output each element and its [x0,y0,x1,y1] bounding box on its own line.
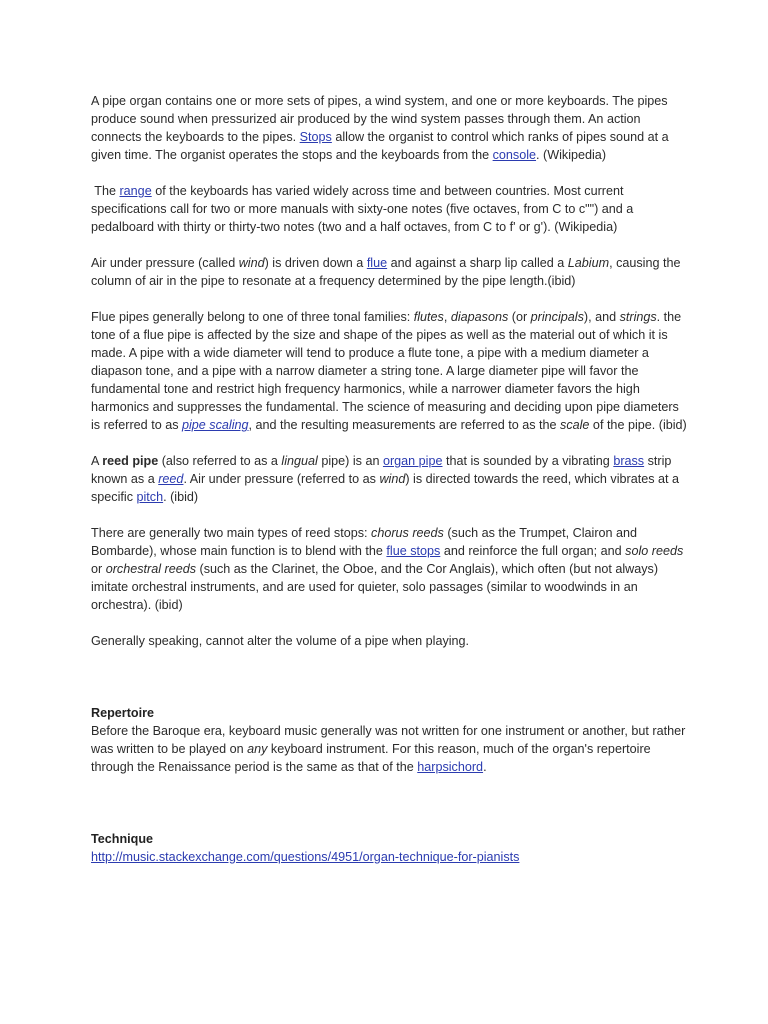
text-span: , [443,310,451,324]
emphasis-any: any [247,742,268,756]
link-pipe-scaling[interactable]: pipe scaling [182,418,249,432]
paragraph-repertoire [91,722,687,776]
spacer [91,794,687,830]
text-span: allow the organist to control which ranks of pipes sound at a given time. The organist operates the stops and the keyboards from the [91,130,669,162]
text-span: and against a sharp lip called a [387,256,568,270]
text-span: . the tone of a flue pipe is affected by the size and shape of the pipes as well as the material out of which it is made. A pipe with a wide diameter will tend to produce a flute tone, a pipe with a medium diameter a diapason tone, and a pipe with a narrow diameter a string tone. A large diameter pipe will favor the fundamental tone and restrict high frequency harmonics, while a narrower diameter favors the high harmonics and suppresses the fundamental. The science of measuring and deciding upon pipe diameters is referred to as [91,310,682,432]
text-span: A pipe organ contains one or more sets of pipes, a wind system, and one or more keyboards. The pipes produce sound when pressurized air produced by the wind system passes through them. An action connects the keyboards to the pipes. [91,94,668,144]
link-technique-url[interactable]: http://music.stackexchange.com/questions/4951/organ-technique-for-pianists [91,850,520,864]
link-console[interactable]: console [492,148,537,162]
link-reed[interactable]: reed [158,472,184,486]
text-span: . [483,760,487,774]
emphasis-strings: strings [619,310,657,324]
text-span: (such as the Trumpet, Clairon and Bombarde), whose main function is to blend with the [91,526,638,558]
text-span: . Air under pressure (referred to as [183,472,380,486]
emphasis-orchestral-reeds: orchestral reeds [105,562,196,576]
text-span: , and the resulting measurements are referred to as the [248,418,561,432]
emphasis-diapasons: diapasons [450,310,509,324]
text-span: and reinforce the full organ; and [440,544,626,558]
section-technique [91,830,687,866]
text-span: Flue pipes generally belong to one of three tonal families: [91,310,414,324]
strong-reed-pipe: reed pipe [102,454,159,468]
text-span: that is sounded by a vibrating [442,454,614,468]
text-span: (or [508,310,531,324]
paragraph-keyboard-range [91,182,687,236]
link-flue[interactable]: flue [366,256,388,270]
text-span: The [91,184,120,198]
text-span: (also referred to as a [158,454,282,468]
emphasis-scale: scale [560,418,590,432]
spacer [91,668,687,704]
text-span: of the keyboards has varied widely across time and between countries. Most current specifications call for two or more manuals with sixty-one notes (five octaves, from C to c"") and a pedalboard with thirty or thirty-two notes (two and a half octaves, from C to f' or g'). (Wikipedia) [91,184,634,234]
emphasis-labium: Labium [567,256,610,270]
paragraph-pipe-organ-intro [91,92,687,164]
text-span: ) is directed towards the reed, which vibrates at a specific [91,472,680,504]
text-span: Before the Baroque era, keyboard music generally was not written for one instrument or another, but rather was written to be played on [91,724,686,756]
paragraph-flue-pipes [91,308,687,434]
text-span: Air under pressure (called [91,256,239,270]
text-span: ) is driven down a [264,256,367,270]
text-span: strip known as a [91,454,672,486]
emphasis-solo-reeds: solo reeds [625,544,684,558]
text-span: Generally speaking, cannot alter the volume of a pipe when playing. [91,634,470,648]
text-span: A [91,454,103,468]
text-span: or [91,562,106,576]
emphasis-chorus-reeds: chorus reeds [371,526,444,540]
text-span: ), and [583,310,620,324]
heading-repertoire: Repertoire [91,706,154,720]
text-span: There are generally two main types of reed stops: [91,526,372,540]
link-flue-stops[interactable]: flue stops [386,544,441,558]
text-span: of the pipe. (ibid) [589,418,687,432]
text-span: keyboard instrument. For this reason, much of the organ's repertoire through the Renaissance period is the same as that of the [91,742,651,774]
link-range[interactable]: range [119,184,152,198]
emphasis-wind: wind [379,472,406,486]
text-span: (such as the Clarinet, the Oboe, and the Cor Anglais), which often (but not always) imitate orchestral instruments, and are used for quieter, solo passages (similar to woodwinds in an orchestra). (ibid) [91,562,659,612]
link-organ-pipe[interactable]: organ pipe [382,454,443,468]
emphasis-principals: principals [530,310,584,324]
text-span: pipe) is an [317,454,383,468]
paragraph-air-pressure [91,254,687,290]
paragraph-volume-note [91,632,687,650]
link-pitch[interactable]: pitch [136,490,164,504]
link-stops[interactable]: Stops [299,130,332,144]
section-repertoire [91,704,687,776]
document-body [91,92,687,866]
text-span: . (Wikipedia) [536,148,607,162]
text-span: . (ibid) [163,490,199,504]
link-harpsichord[interactable]: harpsichord [417,760,484,774]
emphasis-flutes: flutes [413,310,444,324]
heading-technique: Technique [91,832,154,846]
emphasis-wind: wind [238,256,265,270]
text-span: , causing the column of air in the pipe to resonate at a frequency determined by the pipe length.(ibid) [91,256,681,288]
paragraph-reed-pipe [91,452,687,506]
link-brass[interactable]: brass [613,454,645,468]
paragraph-reed-stops [91,524,687,614]
emphasis-lingual: lingual [281,454,318,468]
